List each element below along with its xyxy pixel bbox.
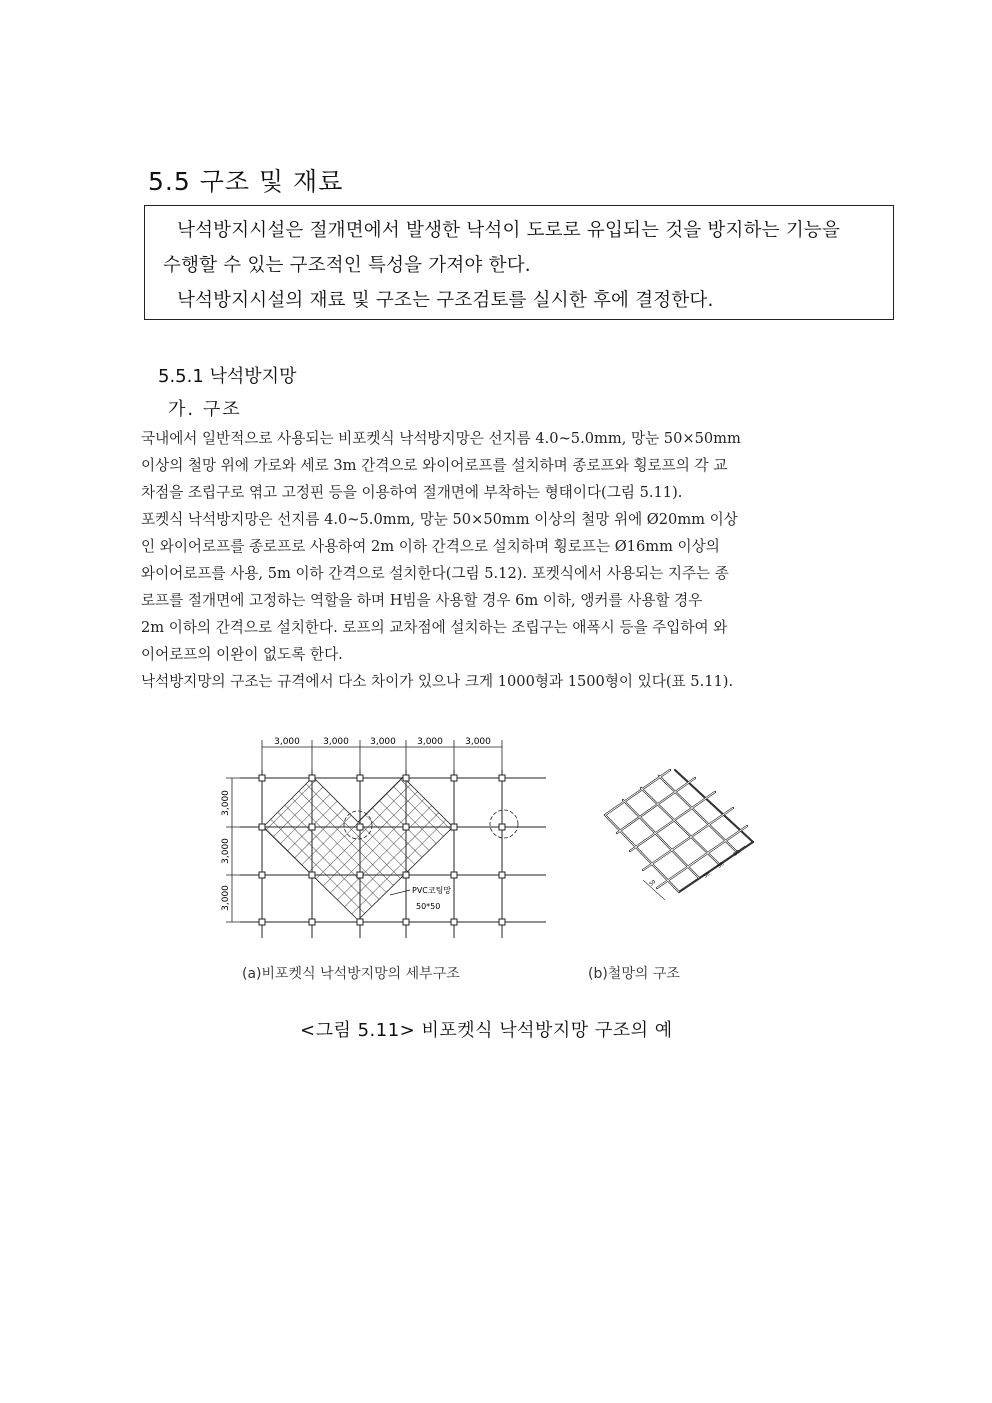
box-line-2: 수행할 수 있는 구조적인 특성을 가져야 한다. <box>163 255 531 276</box>
body-line: 2m 이하의 간격으로 설치한다. 로프의 교차점에 설치하는 조립구는 애폭시 등을 주입하여 와 <box>141 619 728 636</box>
body-line: 차점을 조립구로 엮고 고정핀 등을 이용하여 절개면에 부착하는 형태이다(그림 5.11). <box>141 484 683 501</box>
figure-caption: <그림 5.11> 비포켓식 낙석방지망 구조의 예 <box>300 1020 673 1041</box>
mesh-dim-4: 50 <box>732 849 742 858</box>
requirement-box <box>144 205 894 320</box>
dim-h-2: 3,000 <box>323 737 349 747</box>
dim-v-1: 3,000 <box>221 790 231 816</box>
section-title: 5.5 구조 및 재료 <box>148 167 344 196</box>
body-line: 낙석방지망의 구조는 규격에서 다소 차이가 있으나 크게 1000형과 1500형이 있다(표 5.11). <box>141 673 734 690</box>
figure-b-caption: (b)철망의 구조 <box>588 966 680 982</box>
body-line: 인 와이어로프를 종로프로 사용하여 2m 이하 간격으로 설치하며 횡로프는 Ø16mm 이상의 <box>141 538 720 555</box>
pvc-label: PVC코팅망 <box>412 886 452 895</box>
mesh-dim-1: 50 <box>648 878 658 888</box>
body-line: 포켓식 낙석방지망은 선지름 4.0~5.0mm, 망눈 50×50mm 이상의 철망 위에 Ø20mm 이상 <box>141 511 738 528</box>
mesh-dim-2: 50 <box>702 871 712 880</box>
figure-a-caption: (a)비포켓식 낙석방지망의 세부구조 <box>242 966 460 982</box>
body-line: 와이어로프를 사용, 5m 이하 간격으로 설치한다(그림 5.12). 포켓식에서 사용되는 지주는 종 <box>141 565 729 582</box>
mesh-dim-3: 50 <box>716 861 726 870</box>
pvc-size-label: 50*50 <box>416 902 441 911</box>
figure-a-net-detail <box>210 730 560 950</box>
box-line-3: 낙석방지시설의 재료 및 구조는 구조검토를 실시한 후에 결정한다. <box>177 290 714 311</box>
subsection-title: 5.5.1 낙석방지망 <box>158 366 297 387</box>
dim-h-5: 3,000 <box>465 737 491 747</box>
dim-h-1: 3,000 <box>274 737 300 747</box>
subsection-item: 가. 구조 <box>168 399 242 420</box>
dim-h-3: 3,000 <box>370 737 396 747</box>
box-line-1: 낙석방지시설은 절개면에서 발생한 낙석이 도로로 유입되는 것을 방지하는 기능을 <box>177 220 841 241</box>
body-line: 국내에서 일반적으로 사용되는 비포켓식 낙석방지망은 선지름 4.0~5.0mm, 망눈 50×50mm <box>141 430 741 447</box>
dim-v-2: 3,000 <box>221 838 231 864</box>
body-line: 이상의 철망 위에 가로와 세로 3m 간격으로 와이어로프를 설치하며 종로프와 횡로프의 각 교 <box>141 457 728 474</box>
figure-b-wire-mesh <box>595 760 760 905</box>
body-line: 이어로프의 이완이 없도록 한다. <box>141 646 343 663</box>
dim-v-3: 3,000 <box>221 885 231 911</box>
dim-h-4: 3,000 <box>417 737 443 747</box>
body-line: 로프를 절개면에 고정하는 역할을 하며 H빔을 사용할 경우 6m 이하, 앵커를 사용할 경우 <box>141 592 703 609</box>
